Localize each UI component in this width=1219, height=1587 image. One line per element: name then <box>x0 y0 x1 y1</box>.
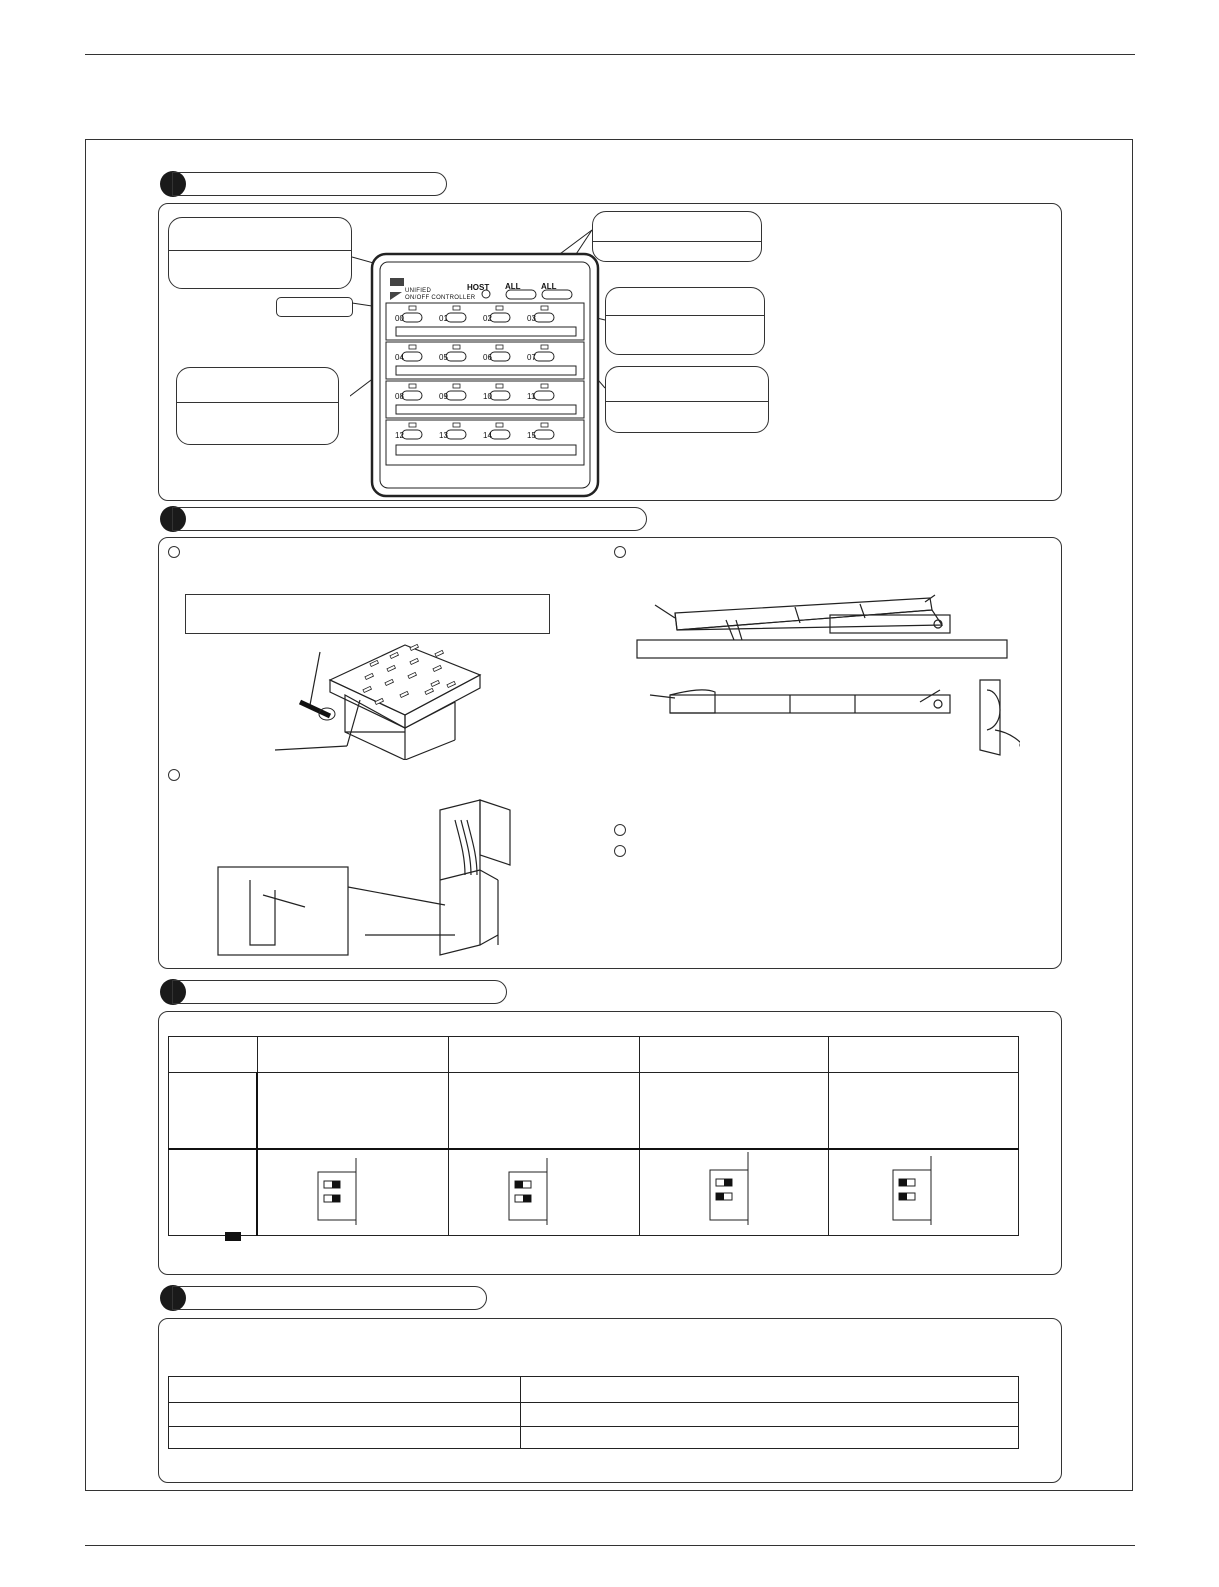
controller-host-label: HOST <box>467 283 490 292</box>
table-cell <box>449 1149 640 1236</box>
table-cell <box>640 1073 829 1149</box>
zone-label: 07 <box>527 353 536 362</box>
controller-all-label-2: ALL <box>541 282 557 291</box>
table-cell <box>169 1149 258 1236</box>
table-row <box>169 1037 1019 1073</box>
legend-black-swatch <box>225 1232 241 1241</box>
section-2-header <box>172 507 647 531</box>
table-cell <box>521 1377 1019 1403</box>
table-cell <box>829 1037 1019 1073</box>
zone-label: 10 <box>483 392 492 401</box>
table-cell <box>829 1073 1019 1149</box>
callout-zone-indicator <box>605 287 765 355</box>
table-row <box>169 1073 1019 1149</box>
step-marker-5 <box>614 845 626 857</box>
remove-cover-illustration <box>275 640 495 760</box>
controller-product-text-2: ON/OFF CONTROLLER <box>405 295 476 301</box>
controller-product-text-1: UNIFIED <box>405 288 432 294</box>
dip-switch-setting-2 <box>449 1150 639 1230</box>
spec-table <box>168 1376 1019 1449</box>
table-cell <box>257 1037 449 1073</box>
table-row <box>169 1149 1019 1236</box>
table-row <box>169 1427 1019 1449</box>
callout-host-indicator <box>168 217 352 289</box>
dip-switch-setting-3 <box>640 1150 828 1230</box>
zone-label: 06 <box>483 353 492 362</box>
step-marker-4 <box>614 824 626 836</box>
zone-label: 11 <box>527 392 536 401</box>
table-cell <box>449 1037 640 1073</box>
table-cell <box>169 1427 521 1449</box>
zone-label: 03 <box>527 314 536 323</box>
table-row <box>169 1377 1019 1403</box>
zone-label: 05 <box>439 353 448 362</box>
table-cell <box>640 1037 829 1073</box>
zone-label: 08 <box>395 392 404 401</box>
step-marker-3 <box>614 546 626 558</box>
zone-label: 00 <box>395 314 404 323</box>
section-1-header <box>172 172 447 196</box>
table-cell <box>449 1073 640 1149</box>
zone-label: 13 <box>439 431 448 440</box>
note-box <box>185 594 550 634</box>
cover-side-view <box>630 590 1020 770</box>
open-unit-illustration <box>215 795 535 960</box>
zone-label: 15 <box>527 431 536 440</box>
top-rule <box>85 54 1135 55</box>
table-cell <box>169 1403 521 1427</box>
table-cell <box>169 1377 521 1403</box>
dip-switch-setting-4 <box>829 1150 1018 1230</box>
zone-label: 02 <box>483 314 492 323</box>
zone-label: 01 <box>439 314 448 323</box>
table-cell <box>640 1149 829 1236</box>
zone-label: 12 <box>395 431 404 440</box>
table-cell <box>169 1073 258 1149</box>
table-cell <box>521 1427 1019 1449</box>
dip-switch-setting-1 <box>258 1150 448 1230</box>
zone-label: 14 <box>483 431 492 440</box>
callout-small-tag <box>276 297 353 317</box>
zone-label: 09 <box>439 392 448 401</box>
table-cell <box>257 1073 449 1149</box>
callout-zone-button <box>605 366 769 433</box>
controller-all-label-1: ALL <box>505 282 521 291</box>
step-marker-2 <box>168 769 180 781</box>
table-cell <box>829 1149 1019 1236</box>
dip-switch-table <box>168 1036 1019 1236</box>
table-cell <box>521 1403 1019 1427</box>
bottom-rule <box>85 1545 1135 1546</box>
zone-label: 04 <box>395 353 404 362</box>
callout-zone-name-label <box>176 367 339 445</box>
table-cell <box>169 1037 258 1073</box>
step-marker-1 <box>168 546 180 558</box>
table-cell <box>257 1149 449 1236</box>
section-3-header <box>172 980 507 1004</box>
table-row <box>169 1403 1019 1427</box>
section-4-header <box>172 1286 487 1310</box>
